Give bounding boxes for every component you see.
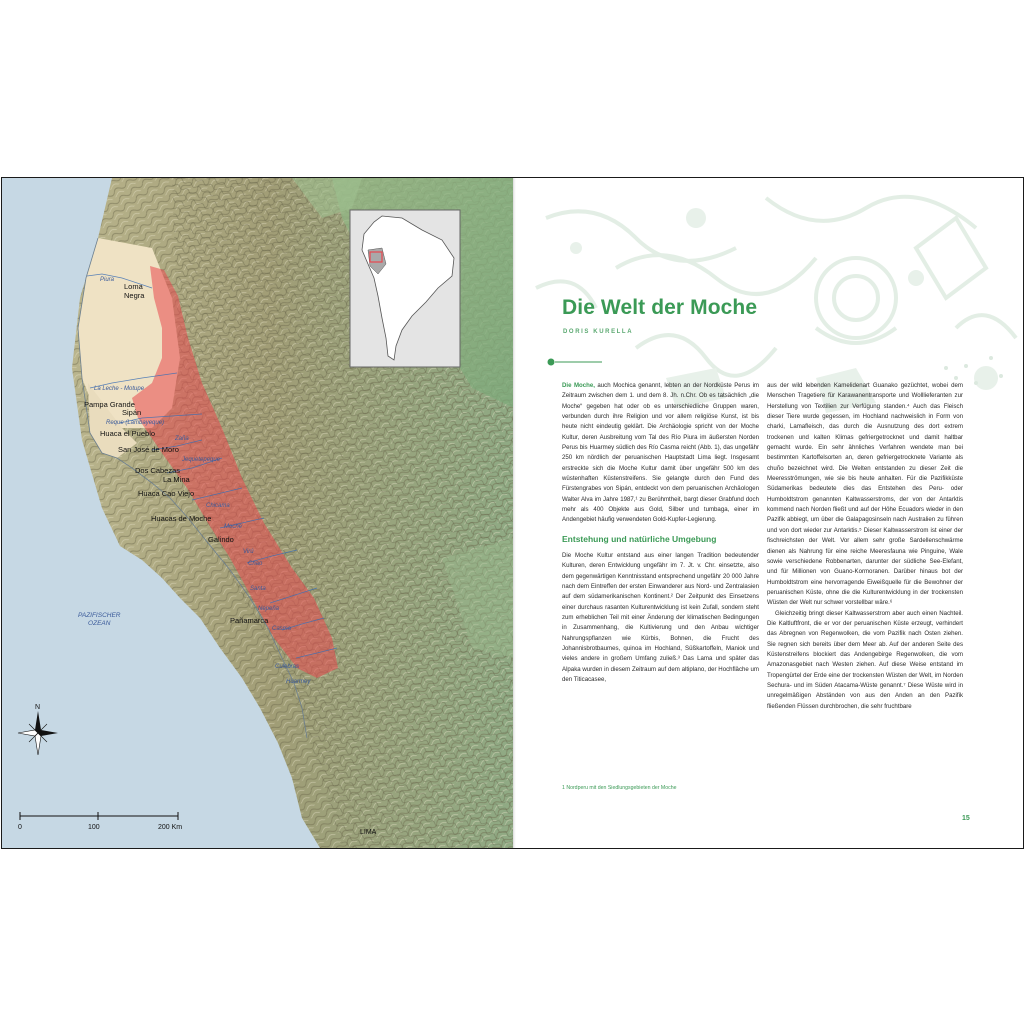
site-galindo: Galindo — [208, 535, 234, 544]
river-viru: Virú — [243, 549, 254, 555]
title-divider — [546, 358, 606, 366]
site-loma-negra: Loma Negra — [124, 282, 145, 301]
river-chicama: Chicama — [206, 503, 230, 509]
column2-paragraph-2: Gleichzeitig bringt dieser Kaltwasserstrom aber auch einen Nachteil. Die Kaltluftfront, die er vor der peruanischen Küste erzeugt, verhindert das Abregnen von Regenwolken, die vom Pazifik nach Osten ziehen. Sie regnen sich bereits über dem Meer ab. Auf der anderen Seite des Küstenstreifens blockiert das Andengebirge Regenwolken, die vom Amazonasgebiet nach Westen ziehen. Auf diese Weise entstand im Tropengürtel der Erde eine der trockensten Wüsten der Welt, im Norden Sechura- und im Süden Atacama-Wüste genannt.⁷ Diese Wüste wird in unregelmäßigen Abständen von aus den Anden an den Pazifik fließenden Flüssen durchbrochen, die sehr fruchtbare — [767, 609, 963, 710]
section-heading: Entstehung und natürliche Umgebung — [562, 533, 717, 544]
river-huarmey: Huarmey — [286, 679, 311, 685]
river-zana: Zaña — [175, 436, 189, 442]
scale-label-mid: 100 — [88, 824, 100, 831]
inset-south-america — [350, 210, 460, 367]
page-title: Die Welt der Moche — [562, 296, 758, 319]
site-huaca-el-pueblo: Huaca el Pueblo — [100, 429, 156, 438]
lead-word: Die Moche, — [562, 382, 595, 389]
map-caption: 1 Nordperu mit den Siedlungsgebieten der Moche — [562, 785, 677, 791]
river-casma: Casma — [272, 626, 292, 632]
book-spread — [1, 177, 1024, 849]
river-piura: Piura — [100, 277, 115, 283]
river-reque: Reque (Lambayeque) — [106, 420, 165, 426]
map-page — [2, 178, 514, 848]
site-huacas-de-moche: Huacas de Moche — [151, 514, 212, 523]
site-pampa-grande: Pampa Grande — [84, 400, 135, 409]
text-column-2 — [767, 381, 963, 803]
site-huaca-cao-viejo: Huaca Cao Viejo — [138, 489, 195, 498]
site-lima: LIMA — [360, 829, 377, 836]
site-la-mina: La Mina — [163, 475, 190, 484]
scale-label-zero: 0 — [18, 824, 22, 831]
intro-paragraph — [562, 381, 759, 526]
relief-map — [2, 178, 514, 848]
column2-paragraph-1: aus der wild lebenden Kamelidenart Guanako gezüchtet, wobei dem Menschen Tragetiere für Karawanentransporte und Wolllieferanten zur Herstellung von Textilien zur Verfügung standen.⁴ Auch das Fleisch dieser Tiere wurde gegessen, im Hochland nachweislich in Form von charki, Lamafleisch, das durch die Ausnutzung des dort extrem trockenen und kalten Klimas gefriergetrocknet und damit haltbar gemacht wurde. Ein sehr ähnliches Verfahren wendete man bei bestimmten Kartoffelsorten an, deren gefriergetrocknete Variante als chuño bezeichnet wird. Die Welten entstanden zu dieser Zeit die Meeresströmungen, wie sie bis heute anhalten. Für die Pazifikküste Südamerikas bedeutete dies das Entstehen des Peru- oder Humboldtstrom genannten Kaltwasserstroms, der von der Antarktis kommend nach Norden fließt und auf der Höhe Ecuadors wieder in den Pazifik abbiegt, um über die Galapagosinseln nach Australien zu führen und von dort wieder zur Antarktis.⁵ Dieser Kaltwasserstrom ist einer der fischreichsten der Welt. Vor allem sehr große Sardellenschwärme dienen als Nahrung für eine reiche Meeresfauna wie Pinguine, Wale sowie verschiedene Robbenarten, darunter der südliche See-Elefant, und für Millionen von Guano-Kormoranen. Darüber hinaus bot der Humboldtstrom eine hervorragende Eiweißquelle für die Bewohner der peruanischen Küste, ohne die die Kulturentwicklung in der trockensten Wüsten der Welt nur schwer vorstellbar wäre.⁶ — [767, 382, 963, 607]
ocean-label: PAZIFISCHER OZEAN — [78, 612, 121, 628]
river-moche: Moche — [224, 524, 243, 530]
river-nepena: Nepeña — [258, 606, 280, 612]
river-la-leche: La Leche - Motupe — [94, 386, 145, 392]
river-jequetepeque: Jequetepeque — [182, 457, 221, 463]
intro-text: auch Mochica genannt, lebten an der Nordküste Perus im Zeitraum zwischen dem 1. und dem 8. Jh. n.Chr. Ob es tatsächlich „die Moche“ gegeben hat oder ob es unterschiedliche Gruppen waren, verbunden durch ihre Religion und vor allem religiöse Kunst, ist bis heute nicht eindeutig geklärt. Die Archäologie spricht von der Moche Kultur, deren Ausbreitung vom Tal des Río Piura im äußersten Norden Perus bis Huarmey südlich des Río Casma reicht (Abb. 1), das ungefähr 250 km nördlich der peruanischen Hauptstadt Lima liegt. Insgesamt erstreckte sich die Moche Kultur damit über ungefähr 500 km des wüstenhaften Küstenstreifens. Sie gelangte durch den Fund des Fürstengrabes von Sipán, entdeckt von dem peruanischen Archäologen Walter Alva im Jahre 1987,¹ zu Berühmtheit, bargt dieser Grabfund doch mehr als 400 Objekte aus Gold, Silber und tumbaga, einer im Andengebiet häufig verwendeten Gold-Kupfer-Legierung. — [562, 382, 759, 524]
compass-north-label: N — [35, 704, 41, 711]
page-number: 15 — [962, 815, 970, 822]
author-name: DORIS KURELLA — [563, 329, 634, 335]
site-san-jose-de-moro: San José de Moro — [118, 445, 179, 454]
text-page — [516, 178, 1023, 848]
text-column-1 — [562, 381, 759, 759]
river-chao: Chao — [248, 561, 263, 567]
scale-label-end: 200 Km — [158, 824, 183, 831]
river-santa: Santa — [250, 586, 266, 592]
site-panamarca: Pañamarca — [230, 616, 269, 625]
site-dos-cabezas: Dos Cabezas — [135, 466, 181, 475]
site-sipan: Sipán — [122, 408, 142, 417]
river-culebras: Culebras — [275, 664, 300, 670]
section-paragraph: Die Moche Kultur entstand aus einer langen Tradition bedeutender Kulturen, deren Entwicklung ungefähr im 7. Jt. v. Chr. einsetzte, also dem gegenwärtigen Kenntnisstand entsprechend ungefähr 20 000 Jahre nach dem Eintreffen der ersten Einwanderer aus Nord- und Zentralasien auf dem südamerikanischen Kontinent.² Der Zeitpunkt des Einsetzens einer durchaus rasanten Kulturentwicklung ist kein Zufall, sondern steht zum erheblichen Teil mit einer Änderung der klimatischen Bedingungen in Zusammenhang, die Kultivierung und den Anbau wichtiger Nahrungspflanzen wie Kürbis, Bohnen, die Frucht des Johannisbrotbaumes, quinoa im Hochland, Süßkartoffeln, Maniok und vieles andere in großem Umfang zuließ.³ Das Lama und später das Alpaka wurden in diesem Zeitraum auf dem altiplano, der Hochfläche um den Titicacasee, — [562, 551, 759, 683]
